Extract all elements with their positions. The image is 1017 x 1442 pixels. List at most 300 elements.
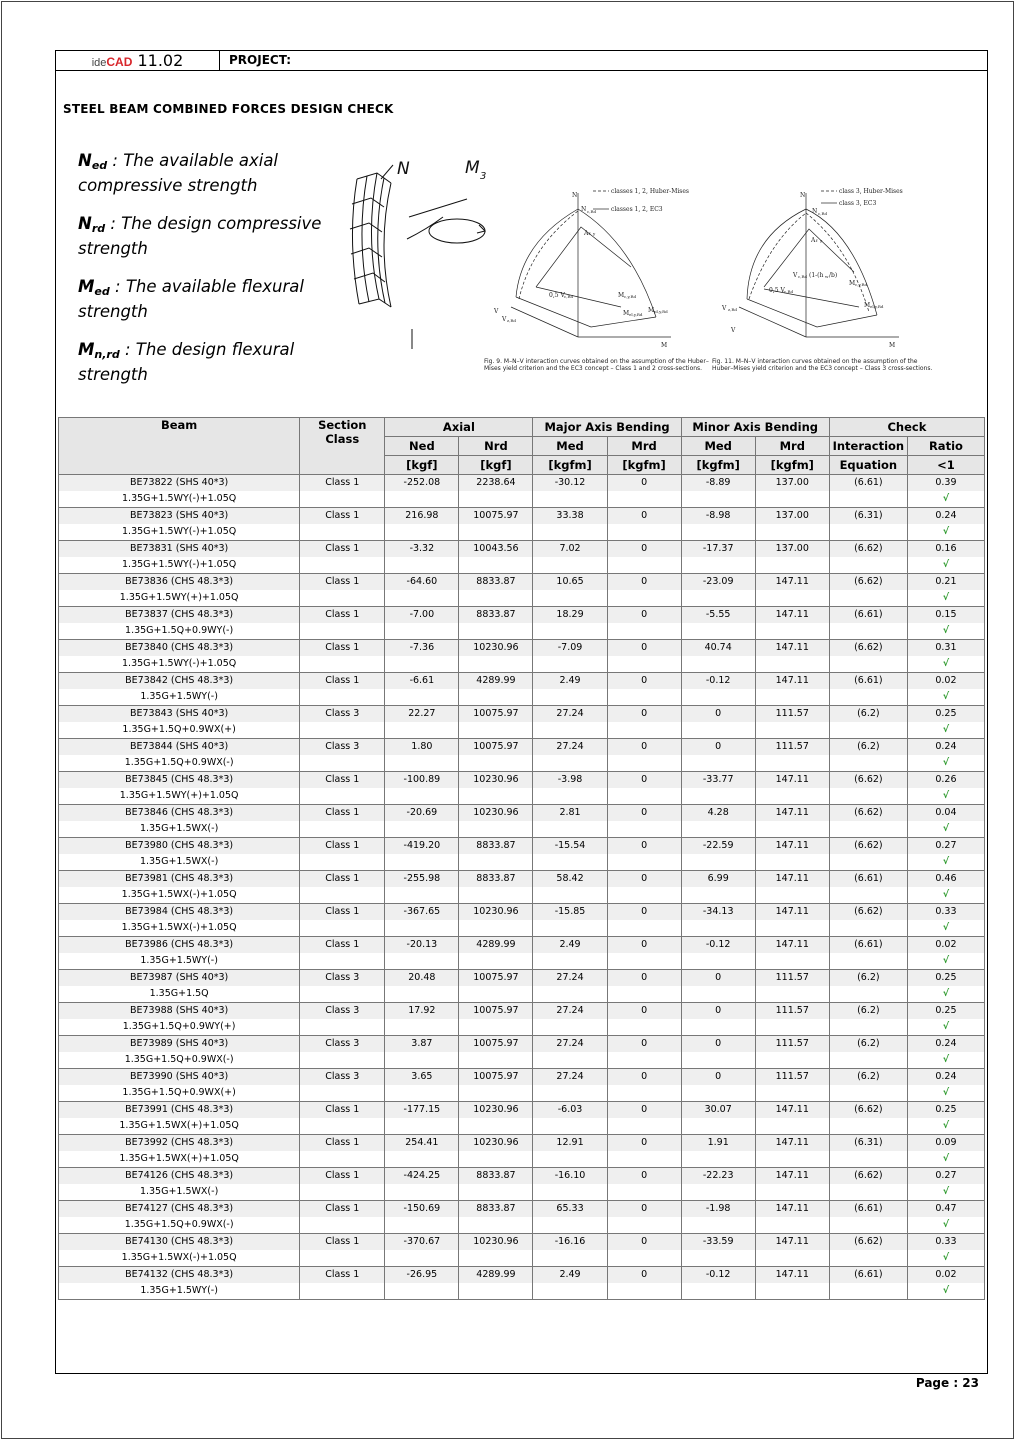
svg-text:el,y,Rd: el,y,Rd — [870, 304, 884, 309]
cell-ratio: 0.02 — [907, 673, 984, 690]
empty-cell — [300, 1118, 385, 1135]
cell-mrd: 0 — [607, 970, 681, 987]
empty-cell — [829, 1184, 907, 1201]
empty-cell — [829, 953, 907, 970]
empty-cell — [829, 590, 907, 607]
cell-med2: 40.74 — [681, 640, 755, 657]
empty-cell — [533, 491, 607, 508]
empty-cell — [829, 623, 907, 640]
cell-mrd: 0 — [607, 739, 681, 756]
empty-cell — [755, 1118, 829, 1135]
cell-mrd: 0 — [607, 508, 681, 525]
svg-text:0,5 V: 0,5 V — [549, 292, 565, 299]
cell-ratio: 0.16 — [907, 541, 984, 558]
combined-forces-table — [58, 417, 985, 1300]
empty-cell — [533, 755, 607, 772]
cell-med: -3.98 — [533, 772, 607, 789]
empty-cell — [300, 557, 385, 574]
cell-eq: (6.62) — [829, 904, 907, 921]
beam-id: BE73846 (CHS 48.3*3) — [59, 805, 300, 822]
cell-ned: -7.00 — [385, 607, 459, 624]
table-row-combo — [59, 689, 985, 706]
check-ok-icon: √ — [907, 1250, 984, 1267]
table-row-combo — [59, 854, 985, 871]
cell-ratio: 0.25 — [907, 970, 984, 987]
cell-ratio: 0.26 — [907, 772, 984, 789]
empty-cell — [385, 1085, 459, 1102]
svg-text:c,Rd: c,Rd — [564, 294, 574, 299]
empty-cell — [607, 854, 681, 871]
cell-nrd: 8833.87 — [459, 607, 533, 624]
empty-cell — [533, 1151, 607, 1168]
cell-ned: -150.69 — [385, 1201, 459, 1218]
cell-ratio: 0.27 — [907, 838, 984, 855]
empty-cell — [607, 524, 681, 541]
empty-cell — [607, 623, 681, 640]
empty-cell — [681, 722, 755, 739]
empty-cell — [829, 920, 907, 937]
empty-cell — [829, 557, 907, 574]
cell-med: 33.38 — [533, 508, 607, 525]
beam-id: BE73988 (SHS 40*3) — [59, 1003, 300, 1020]
empty-cell — [829, 821, 907, 838]
table-row — [59, 1201, 985, 1218]
beam-id: BE73984 (CHS 48.3*3) — [59, 904, 300, 921]
cell-mrd: 0 — [607, 1135, 681, 1152]
cell-med2: -23.09 — [681, 574, 755, 591]
unit-med: [kgfm] — [533, 456, 607, 475]
empty-cell — [607, 1151, 681, 1168]
table-row — [59, 871, 985, 888]
table-row — [59, 1234, 985, 1251]
cell-eq: (6.2) — [829, 706, 907, 723]
cell-cls: Class 3 — [300, 1036, 385, 1053]
check-ok-icon: √ — [907, 1217, 984, 1234]
empty-cell — [300, 524, 385, 541]
cell-med2: -22.59 — [681, 838, 755, 855]
table-row-combo — [59, 821, 985, 838]
empty-cell — [755, 986, 829, 1003]
cell-cls: Class 3 — [300, 706, 385, 723]
cell-mrd2: 147.11 — [755, 871, 829, 888]
empty-cell — [385, 1151, 459, 1168]
beam-id: BE73981 (CHS 48.3*3) — [59, 871, 300, 888]
cell-ratio: 0.15 — [907, 607, 984, 624]
check-ok-icon: √ — [907, 953, 984, 970]
empty-cell — [755, 788, 829, 805]
cell-ratio: 0.33 — [907, 1234, 984, 1251]
table-row — [59, 541, 985, 558]
cell-med2: 0 — [681, 1069, 755, 1086]
empty-cell — [829, 755, 907, 772]
empty-cell — [829, 1151, 907, 1168]
table-row — [59, 805, 985, 822]
cell-med: 27.24 — [533, 1069, 607, 1086]
cell-eq: (6.2) — [829, 970, 907, 987]
svg-text:N: N — [812, 208, 818, 215]
empty-cell — [385, 590, 459, 607]
col-equation: Equation — [829, 456, 907, 475]
beam-id: BE73844 (SHS 40*3) — [59, 739, 300, 756]
cell-ned: -424.25 — [385, 1168, 459, 1185]
empty-cell — [459, 1118, 533, 1135]
cell-nrd: 10075.97 — [459, 706, 533, 723]
cell-mrd: 0 — [607, 805, 681, 822]
empty-cell — [459, 1250, 533, 1267]
cell-eq: (6.61) — [829, 937, 907, 954]
definition-symbol: N — [78, 214, 92, 233]
empty-cell — [459, 491, 533, 508]
svg-text:y: y — [820, 238, 823, 243]
cell-ratio: 0.24 — [907, 1036, 984, 1053]
col-beam: Beam — [59, 418, 300, 475]
interaction-curve-figure-class12 — [481, 187, 701, 352]
cell-ned: 3.65 — [385, 1069, 459, 1086]
empty-cell — [385, 887, 459, 904]
col-ratio-limit: <1 — [907, 456, 984, 475]
empty-cell — [607, 755, 681, 772]
empty-cell — [459, 755, 533, 772]
svg-text:N: N — [581, 206, 587, 213]
page-number: Page : 23 — [915, 1376, 979, 1390]
cell-ratio: 0.39 — [907, 475, 984, 492]
svg-text:3: 3 — [480, 171, 487, 182]
empty-cell — [829, 656, 907, 673]
empty-cell — [459, 524, 533, 541]
unit-ned: [kgf] — [385, 456, 459, 475]
cell-ned: -370.67 — [385, 1234, 459, 1251]
load-combination: 1.35G+1.5WY(+)+1.05Q — [59, 590, 300, 607]
col-axial: Axial — [385, 418, 533, 437]
cell-ned: -177.15 — [385, 1102, 459, 1119]
table-row — [59, 673, 985, 690]
table-row-combo — [59, 722, 985, 739]
cell-mrd: 0 — [607, 1069, 681, 1086]
empty-cell — [829, 788, 907, 805]
empty-cell — [681, 821, 755, 838]
check-ok-icon: √ — [907, 986, 984, 1003]
fig11-legend-2: class 3, EC3 — [839, 200, 877, 207]
empty-cell — [533, 1118, 607, 1135]
empty-cell — [385, 1217, 459, 1234]
beam-id: BE73989 (SHS 40*3) — [59, 1036, 300, 1053]
cell-eq: (6.61) — [829, 673, 907, 690]
empty-cell — [385, 788, 459, 805]
svg-text:M: M — [623, 310, 630, 317]
cell-med: -16.16 — [533, 1234, 607, 1251]
load-combination: 1.35G+1.5WY(+)+1.05Q — [59, 788, 300, 805]
empty-cell — [385, 722, 459, 739]
cell-cls: Class 1 — [300, 772, 385, 789]
table-row-combo — [59, 1019, 985, 1036]
cell-med2: -22.23 — [681, 1168, 755, 1185]
load-combination: 1.35G+1.5WX(-) — [59, 1184, 300, 1201]
empty-cell — [829, 854, 907, 871]
definition-subscript: n,rd — [94, 348, 120, 361]
cell-mrd2: 147.11 — [755, 1267, 829, 1284]
beam-force-illustration — [347, 159, 497, 349]
load-combination: 1.35G+1.5Q+0.9WY(-) — [59, 623, 300, 640]
cell-nrd: 8833.87 — [459, 1168, 533, 1185]
page-title: STEEL BEAM COMBINED FORCES DESIGN CHECK — [63, 102, 394, 116]
cell-cls: Class 1 — [300, 640, 385, 657]
load-combination: 1.35G+1.5Q+0.9WX(+) — [59, 722, 300, 739]
empty-cell — [681, 755, 755, 772]
definition-text: : The design flexural strength — [78, 340, 295, 384]
cell-mrd: 0 — [607, 607, 681, 624]
empty-cell — [829, 1085, 907, 1102]
definition-subscript: rd — [91, 222, 106, 235]
table-row — [59, 1168, 985, 1185]
definition-0 — [78, 151, 338, 196]
cell-cls: Class 1 — [300, 574, 385, 591]
check-ok-icon: √ — [907, 821, 984, 838]
empty-cell — [300, 1250, 385, 1267]
empty-cell — [755, 1283, 829, 1300]
empty-cell — [607, 821, 681, 838]
table-row-combo — [59, 590, 985, 607]
table-row-combo — [59, 1283, 985, 1300]
empty-cell — [459, 788, 533, 805]
empty-cell — [681, 1250, 755, 1267]
table-row — [59, 1267, 985, 1284]
cell-mrd2: 147.11 — [755, 937, 829, 954]
empty-cell — [385, 1019, 459, 1036]
cell-med2: -5.55 — [681, 607, 755, 624]
load-combination: 1.35G+1.5WY(-)+1.05Q — [59, 524, 300, 541]
cell-nrd: 8833.87 — [459, 871, 533, 888]
beam-id: BE74130 (CHS 48.3*3) — [59, 1234, 300, 1251]
check-ok-icon: √ — [907, 1283, 984, 1300]
empty-cell — [607, 656, 681, 673]
check-ok-icon: √ — [907, 854, 984, 871]
empty-cell — [300, 1184, 385, 1201]
empty-cell — [607, 491, 681, 508]
definition-subscript: ed — [91, 159, 108, 172]
beam-id: BE73843 (SHS 40*3) — [59, 706, 300, 723]
svg-text:c,y,Rd: c,y,Rd — [624, 294, 637, 299]
definition-symbol: M — [78, 340, 95, 359]
cell-med2: -34.13 — [681, 904, 755, 921]
cell-med2: -8.98 — [681, 508, 755, 525]
cell-eq: (6.62) — [829, 1168, 907, 1185]
col-interaction: Interaction — [829, 437, 907, 456]
cell-eq: (6.2) — [829, 1036, 907, 1053]
cell-med2: 0 — [681, 1036, 755, 1053]
svg-text:c,y,Rd: c,y,Rd — [855, 282, 868, 287]
svg-text:V: V — [502, 316, 507, 323]
table-row — [59, 1135, 985, 1152]
table-row — [59, 706, 985, 723]
cell-ratio: 0.31 — [907, 640, 984, 657]
cell-mrd: 0 — [607, 1003, 681, 1020]
cell-cls: Class 1 — [300, 475, 385, 492]
empty-cell — [755, 656, 829, 673]
cell-mrd2: 111.57 — [755, 1003, 829, 1020]
check-ok-icon: √ — [907, 887, 984, 904]
logo-text-cad: CAD — [106, 55, 133, 69]
beam-id: BE73822 (SHS 40*3) — [59, 475, 300, 492]
svg-text:y: y — [593, 231, 596, 236]
cell-mrd: 0 — [607, 904, 681, 921]
empty-cell — [607, 1019, 681, 1036]
cell-med2: 6.99 — [681, 871, 755, 888]
empty-cell — [385, 491, 459, 508]
cell-ned: -419.20 — [385, 838, 459, 855]
cell-ned: 1.80 — [385, 739, 459, 756]
empty-cell — [829, 1052, 907, 1069]
load-combination: 1.35G+1.5WX(-) — [59, 821, 300, 838]
cell-eq: (6.2) — [829, 739, 907, 756]
empty-cell — [300, 623, 385, 640]
table-row-combo — [59, 788, 985, 805]
cell-med2: -0.12 — [681, 1267, 755, 1284]
check-ok-icon: √ — [907, 590, 984, 607]
empty-cell — [755, 755, 829, 772]
empty-cell — [459, 590, 533, 607]
table-row-combo — [59, 1085, 985, 1102]
empty-cell — [533, 986, 607, 1003]
cell-mrd2: 147.11 — [755, 805, 829, 822]
beam-id: BE73836 (CHS 48.3*3) — [59, 574, 300, 591]
cell-nrd: 10075.97 — [459, 739, 533, 756]
table-row-combo — [59, 557, 985, 574]
svg-text:N: N — [800, 192, 806, 199]
cell-med: -15.85 — [533, 904, 607, 921]
empty-cell — [385, 656, 459, 673]
cell-mrd: 0 — [607, 541, 681, 558]
cell-ned: -100.89 — [385, 772, 459, 789]
cell-eq: (6.2) — [829, 1003, 907, 1020]
cell-cls: Class 3 — [300, 1069, 385, 1086]
load-combination: 1.35G+1.5WX(+)+1.05Q — [59, 1151, 300, 1168]
cell-eq: (6.62) — [829, 541, 907, 558]
empty-cell — [385, 1184, 459, 1201]
svg-text:V: V — [793, 272, 798, 279]
svg-text:V: V — [722, 305, 727, 312]
table-row-combo — [59, 656, 985, 673]
definition-1 — [78, 214, 338, 259]
empty-cell — [681, 590, 755, 607]
cell-nrd: 8833.87 — [459, 574, 533, 591]
table-row-combo — [59, 1118, 985, 1135]
load-combination: 1.35G+1.5WX(-)+1.05Q — [59, 1250, 300, 1267]
empty-cell — [385, 986, 459, 1003]
beam-id: BE73992 (CHS 48.3*3) — [59, 1135, 300, 1152]
check-ok-icon: √ — [907, 491, 984, 508]
cell-med: 27.24 — [533, 1036, 607, 1053]
svg-text:V: V — [494, 308, 499, 315]
cell-mrd2: 137.00 — [755, 508, 829, 525]
empty-cell — [755, 1184, 829, 1201]
cell-ned: -367.65 — [385, 904, 459, 921]
table-row — [59, 838, 985, 855]
cell-mrd: 0 — [607, 640, 681, 657]
empty-cell — [755, 821, 829, 838]
cell-mrd2: 147.11 — [755, 1234, 829, 1251]
empty-cell — [607, 1052, 681, 1069]
empty-cell — [533, 524, 607, 541]
cell-med: -30.12 — [533, 475, 607, 492]
table-row-combo — [59, 953, 985, 970]
cell-med: 7.02 — [533, 541, 607, 558]
cell-mrd2: 111.57 — [755, 970, 829, 987]
empty-cell — [607, 722, 681, 739]
empty-cell — [829, 887, 907, 904]
beam-id: BE73991 (CHS 48.3*3) — [59, 1102, 300, 1119]
cell-med: 2.49 — [533, 673, 607, 690]
empty-cell — [755, 854, 829, 871]
empty-cell — [533, 788, 607, 805]
cell-cls: Class 1 — [300, 508, 385, 525]
cell-eq: (6.2) — [829, 1069, 907, 1086]
cell-mrd: 0 — [607, 574, 681, 591]
empty-cell — [300, 1151, 385, 1168]
cell-med: 2.49 — [533, 1267, 607, 1284]
load-combination: 1.35G+1.5WY(-) — [59, 1283, 300, 1300]
cell-nrd: 4289.99 — [459, 937, 533, 954]
col-ned: Ned — [385, 437, 459, 456]
cell-mrd: 0 — [607, 1201, 681, 1218]
empty-cell — [607, 590, 681, 607]
empty-cell — [385, 953, 459, 970]
table-row-combo — [59, 1052, 985, 1069]
check-ok-icon: √ — [907, 1019, 984, 1036]
empty-cell — [681, 1184, 755, 1201]
cell-med2: -33.77 — [681, 772, 755, 789]
empty-cell — [533, 1052, 607, 1069]
empty-cell — [459, 920, 533, 937]
cell-ratio: 0.24 — [907, 1069, 984, 1086]
cell-mrd2: 147.11 — [755, 673, 829, 690]
cell-ned: 17.92 — [385, 1003, 459, 1020]
svg-text:M: M — [465, 159, 480, 178]
empty-cell — [829, 1217, 907, 1234]
cell-med2: -1.98 — [681, 1201, 755, 1218]
svg-text:0,5 V: 0,5 V — [769, 287, 785, 294]
cell-eq: (6.31) — [829, 508, 907, 525]
svg-text:M: M — [889, 342, 896, 349]
fig9-legend-1: classes 1, 2, Huber-Mises — [611, 188, 689, 195]
cell-ned: -6.61 — [385, 673, 459, 690]
fig11-caption: Fig. 11. M–N–V interaction curves obtained on the assumption of the Huber–Mises yield criterion and the EC3 concept – Class 3 cross-sections. — [712, 358, 933, 372]
empty-cell — [459, 1184, 533, 1201]
table-row-combo — [59, 491, 985, 508]
load-combination: 1.35G+1.5WX(-)+1.05Q — [59, 920, 300, 937]
cell-nrd: 4289.99 — [459, 1267, 533, 1284]
empty-cell — [459, 1217, 533, 1234]
cell-eq: (6.62) — [829, 1102, 907, 1119]
cell-ned: -20.69 — [385, 805, 459, 822]
cell-ned: -20.13 — [385, 937, 459, 954]
cell-ned: -252.08 — [385, 475, 459, 492]
check-ok-icon: √ — [907, 788, 984, 805]
empty-cell — [459, 821, 533, 838]
empty-cell — [755, 887, 829, 904]
cell-nrd: 10230.96 — [459, 1102, 533, 1119]
empty-cell — [459, 656, 533, 673]
cell-nrd: 10075.97 — [459, 1036, 533, 1053]
empty-cell — [829, 722, 907, 739]
cell-cls: Class 1 — [300, 1234, 385, 1251]
empty-cell — [681, 887, 755, 904]
cell-ned: -7.36 — [385, 640, 459, 657]
empty-cell — [300, 491, 385, 508]
cell-med2: -17.37 — [681, 541, 755, 558]
beam-id: BE73842 (CHS 48.3*3) — [59, 673, 300, 690]
empty-cell — [607, 788, 681, 805]
cell-ned: 20.48 — [385, 970, 459, 987]
